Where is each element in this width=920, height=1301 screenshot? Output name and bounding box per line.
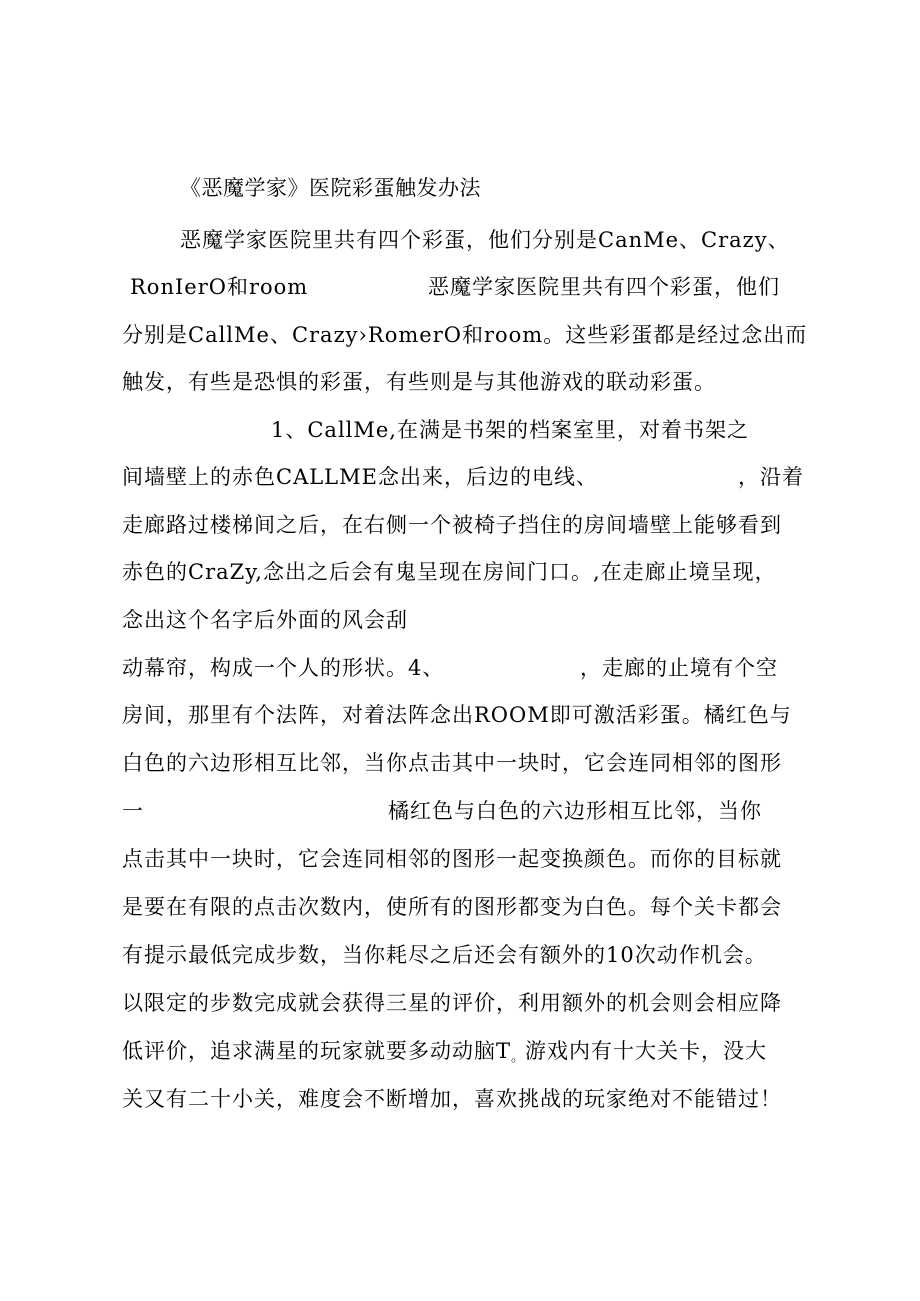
paragraph-line: 动幕帘，构成一个人的形状。4、	[122, 656, 445, 680]
paragraph-line: 橘红色与白色的六边形相互比邻，当你	[388, 799, 762, 823]
paragraph-line: 触发，有些是恐惧的彩蛋，有些则是与其他游戏的联动彩蛋。	[122, 370, 716, 394]
paragraph-line-part: 低评价，追求满星的玩家就要多动动脑T	[122, 1039, 512, 1063]
paragraph-line: 一	[122, 799, 144, 823]
paragraph-line: 以限定的步数完成就会获得三星的评价，利用额外的机会则会相应降	[122, 991, 782, 1015]
paragraph-line: 是要在有限的点击次数内，使所有的图形都变为白色。每个关卡都会	[122, 895, 782, 919]
paragraph-line: 点击其中一块时，它会连同相邻的图形一起变换颜色。而你的目标就	[122, 847, 782, 871]
paragraph-line	[122, 1037, 767, 1072]
paragraph-line: RonIerO和room	[130, 275, 309, 299]
document-title: 《恶魔学家》医院彩蛋触发办法	[180, 176, 481, 200]
paragraph-line: ，走廊的止境有个空	[580, 656, 778, 680]
paragraph-line: 白色的六边形相互比邻，当你点击其中一块时，它会连同相邻的图形	[122, 751, 782, 775]
paragraph-line: 间墙壁上的赤色CALLME念出来，后边的电线、	[122, 465, 598, 489]
paragraph-line: 走廊路过楼梯间之后，在右侧一个被椅子挡住的房间墙壁上能够看到	[122, 513, 782, 537]
paragraph-line: 分别是CallMe、Crazy›RomerO和room。这些彩蛋都是经过念出而	[122, 323, 808, 347]
subscript-mark: 。	[511, 1050, 526, 1065]
paragraph-line: ，沿着	[738, 465, 804, 489]
paragraph-line: 关又有二十小关，难度会不断增加，喜欢挑战的玩家绝对不能错过！	[122, 1087, 782, 1111]
paragraph-line: 恶魔学家医院里共有四个彩蛋，他们	[428, 275, 780, 299]
paragraph-line-part: 游戏内有十大关卡，没大	[525, 1039, 768, 1063]
paragraph-line: 恶魔学家医院里共有四个彩蛋，他们分别是CanMe、Crazy、	[180, 228, 790, 252]
paragraph-line: 念出这个名字后外面的风会刮	[122, 608, 408, 632]
paragraph-line: 有提示最低完成步数，当你耗尽之后还会有额外的10次动作机会。	[122, 943, 767, 967]
paragraph-line: 1、CallMe,在满是书架的档案室里，对着书架之	[271, 418, 749, 442]
paragraph-line: 房间，那里有个法阵，对着法阵念出ROOM即可激活彩蛋。橘红色与	[122, 703, 792, 727]
paragraph-line: 赤色的CraZy,念出之后会有鬼呈现在房间门口。,在走廊止境呈现，	[122, 560, 777, 584]
